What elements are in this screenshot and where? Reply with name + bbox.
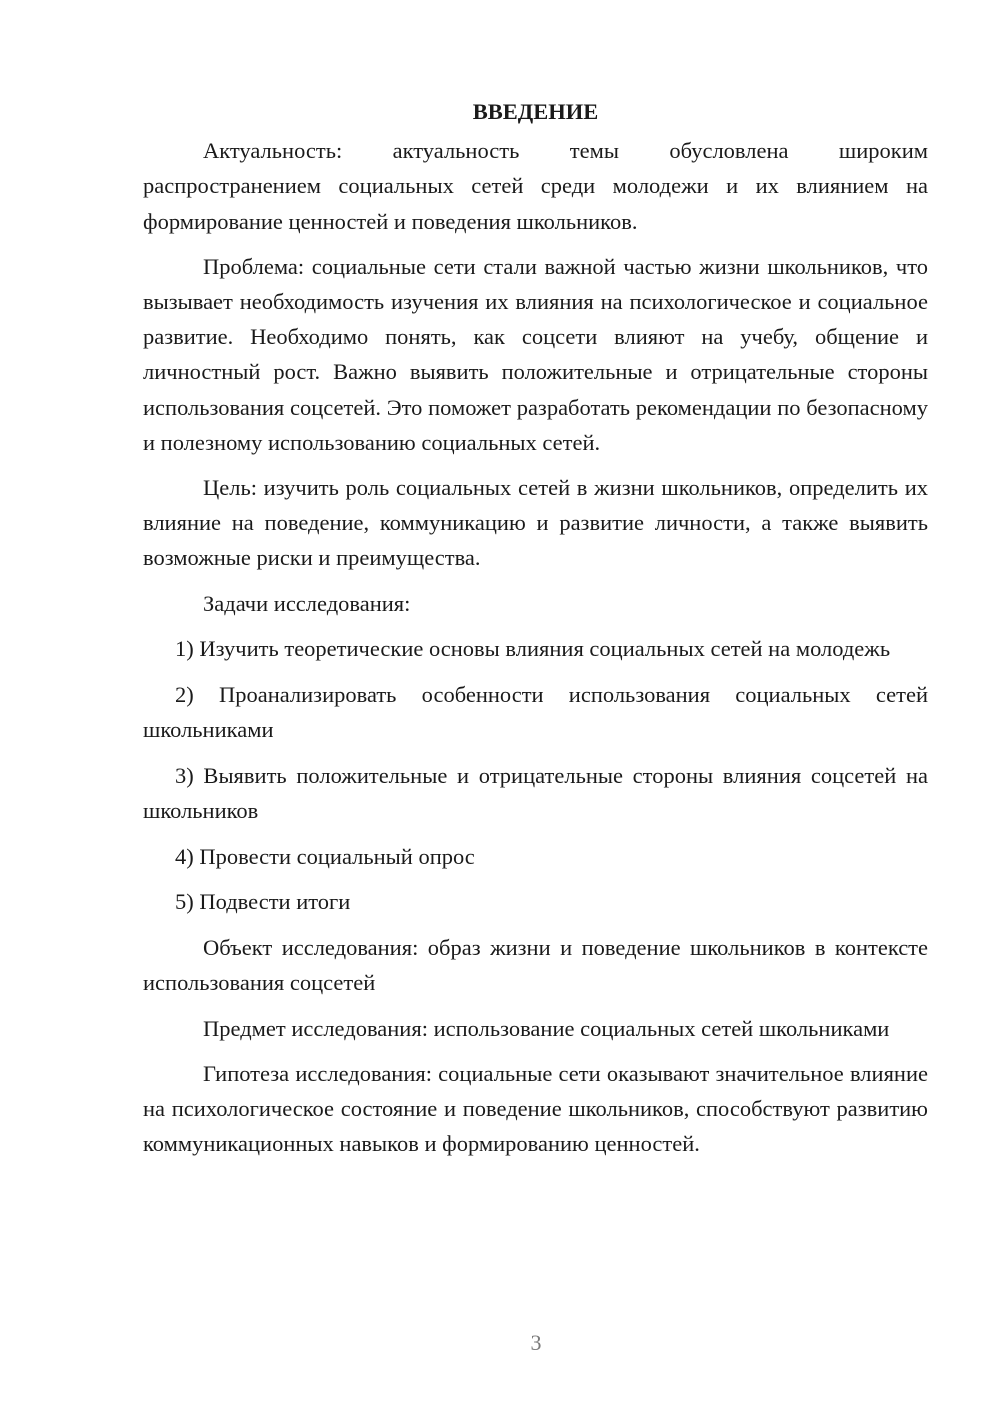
task-item-1: 1) Изучить теоретические основы влияния социальных сетей на молодежь bbox=[175, 635, 891, 661]
task-item-2: 2) Проанализировать особенности использования социальных сетей школьниками bbox=[143, 681, 928, 742]
tasks-label: Задачи исследования: bbox=[203, 590, 411, 616]
task-item-4: 4) Провести социальный опрос bbox=[175, 843, 475, 869]
object-paragraph: Объект исследования: образ жизни и поведение школьников в контексте использования соцсетей bbox=[143, 935, 928, 996]
subject-paragraph: Предмет исследования: использование социальных сетей школьниками bbox=[203, 1015, 890, 1041]
goal-paragraph: Цель: изучить роль социальных сетей в жизни школьников, определить их влияние на поведение, коммуникацию и развитие личности, а также выявить возможные риски и преимущества. bbox=[143, 475, 928, 571]
page-number: 3 bbox=[530, 1330, 542, 1355]
hypothesis-paragraph: Гипотеза исследования: социальные сети оказывают значительное влияние на психологическое состояние и поведение школьников, способствуют развитию коммуникационных навыков и формированию ценностей. bbox=[143, 1060, 928, 1157]
task-item-3: 3) Выявить положительные и отрицательные стороны влияния соцсетей на школьников bbox=[143, 762, 928, 823]
document-body bbox=[143, 94, 928, 1171]
problem-paragraph: Проблема: социальные сети стали важной частью жизни школьников, что вызывает необходимость изучения их влияния на психологическое и социальное развитие. Необходимо понять, как соцсети влияют на учебу, общение и личностный рост. Важно выявить положительные и отрицательные стороны использования соцсетей. Это поможет разработать рекомендации по безопасному и полезному использованию социальных сетей. bbox=[143, 253, 928, 455]
section-heading: ВВЕДЕНИЕ bbox=[472, 99, 599, 124]
relevance-paragraph: Актуальность: актуальность темы обусловлена широким распространением социальных сетей среди молодежи и их влиянием на формирование ценностей и поведения школьников. bbox=[143, 138, 928, 234]
task-item-5: 5) Подвести итоги bbox=[175, 889, 351, 915]
